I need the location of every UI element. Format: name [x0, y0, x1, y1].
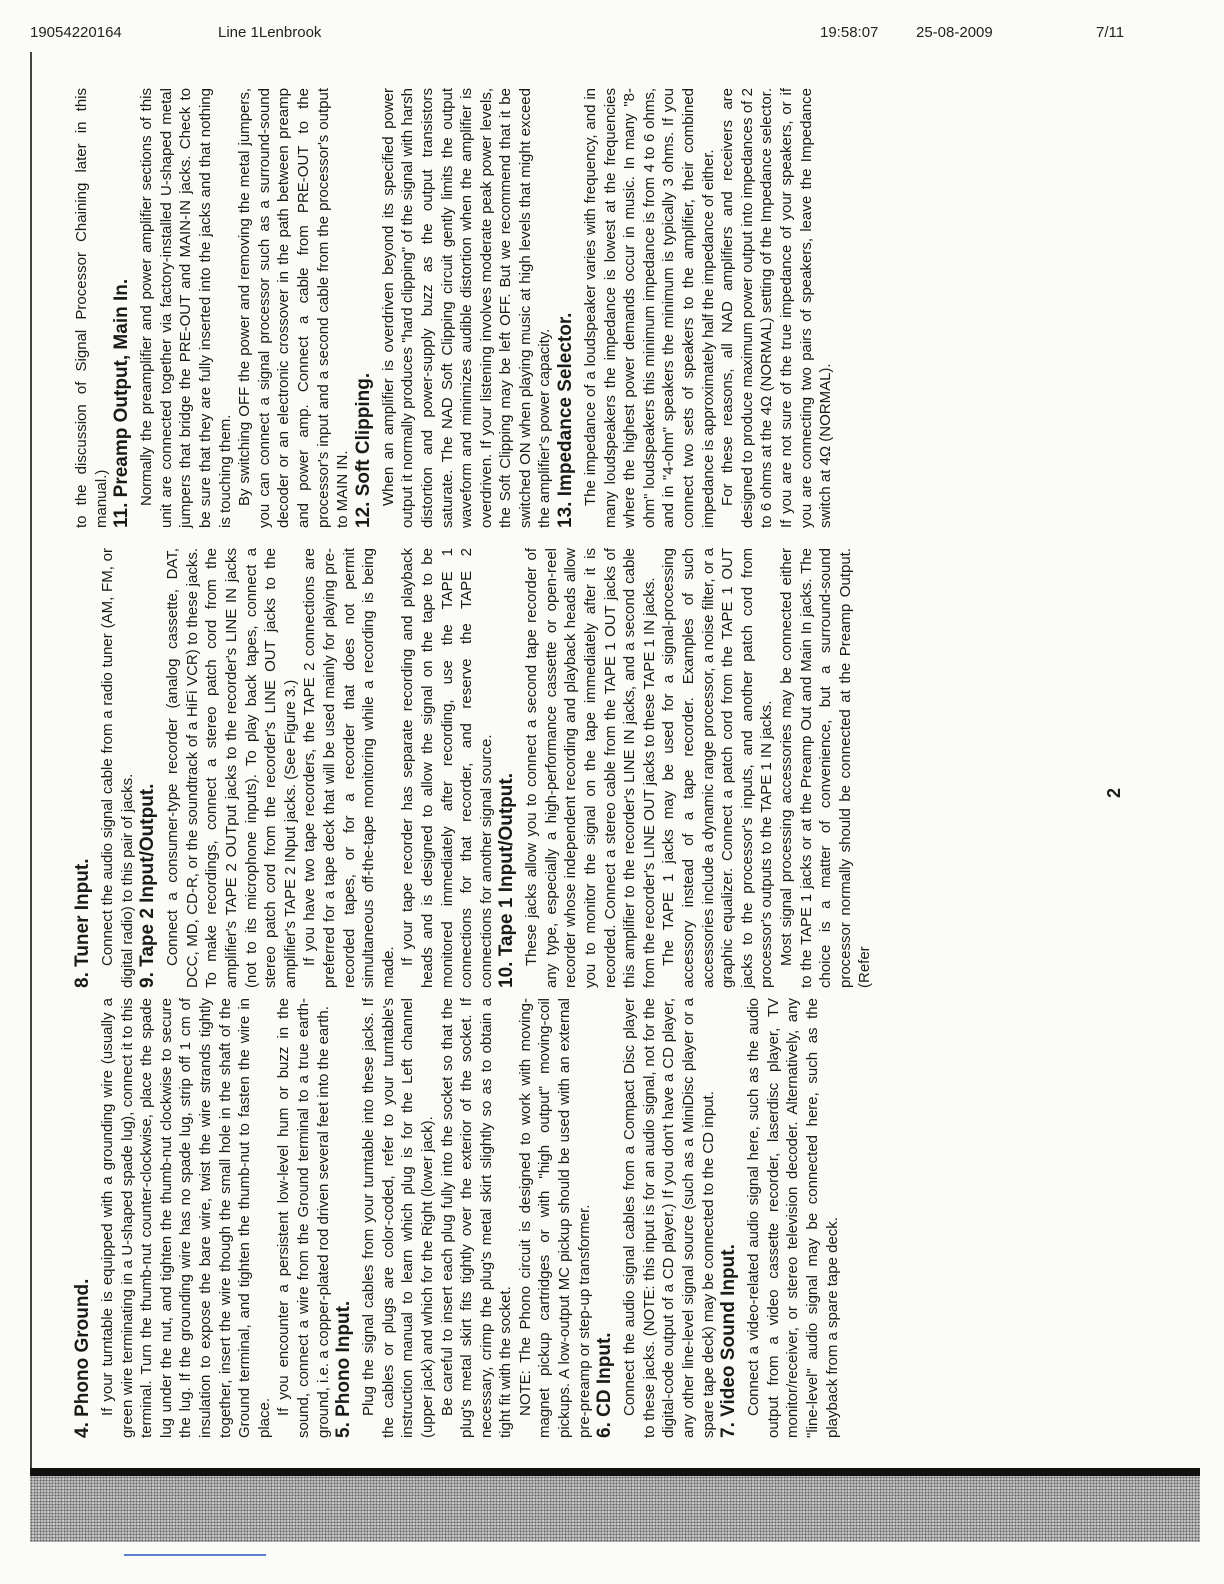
fax-page: 7/11	[1096, 24, 1125, 41]
section-paragraph: Connect the audio signal cable from a radio tuner (AM, FM, or digital radio) to this pair of jacks.	[99, 548, 136, 988]
section-heading: 7. Video Sound Input.	[718, 1244, 740, 1438]
section-paragraph: If you have two tape recorders, the TAPE 2 connections are preferred for a tape deck that will be used mainly for playing pre-recorded tapes, or for a recorder that does not permit simultaneous off-the-tape monitoring while a recording is being made.	[301, 548, 397, 988]
section-heading: 4. Phono Ground.	[72, 1278, 93, 1438]
scan-edge	[30, 52, 32, 1472]
section-paragraph: These jacks allow you to connect a second tape recorder of any type, especially a high-performance cassette or open-reel recorder whose independent recording and playback heads allow you to monitor the signal on the tape immediately after it is recorded. Connect a stereo cable from the TAPE 1 OUT jacks of this amplifier to the recorder's LINE IN jacks, and a second cable from the recorder's LINE OUT jacks to these TAPE 1 IN jacks.	[523, 548, 658, 988]
section-paragraph: For these reasons, all NAD amplifiers and receivers are designed to produce maximum power output into impedances of 2 to 6 ohms at the 4Ω (NORMAL) setting of the Impedance selector. If you are not sure of the true impedance of your speakers, or if you are connecting two pairs of speakers, leave the Impedance switch at 4Ω (NORMAL).	[719, 88, 835, 528]
scan-border	[30, 1468, 1200, 1476]
manual-section	[718, 998, 842, 1438]
section-paragraph: Connect a video-related audio signal here, such as the audio output from a video cassette recorder, laserdisc player, TV monitor/receiver, or stereo television decoder. Alternatively, any "line-level" audio signal may be connected here, such as the playback from a spare tape deck.	[745, 998, 841, 1438]
section-paragraph: Most signal processing accessories may be connected either to the TAPE 1 jacks or at the Preamp Out and Main In jacks. The choice is a matter of convenience, but a surround-sound processor normally should be connected at the Preamp Output. (Refer	[778, 548, 874, 988]
section-heading: 6. CD Input.	[594, 1332, 616, 1438]
section-paragraph: The TAPE 1 jacks may be used for a signal-processing accessory instead of a tape recorder. Examples of such accessories include a dynamic range processor, a noise filter, or a graphic equalizer. Connect a patch cord from the TAPE 1 OUT jacks to the processor's inputs, and another patch cord from processor's outputs to the TAPE 1 IN jacks.	[660, 548, 776, 988]
fax-date: 25-08-2009	[916, 24, 993, 41]
section-paragraph: NOTE: The Phono circuit is designed to work with moving-magnet pickup cartridges or with "high output" moving-coil pickups. A low-output MC pickup should be used with an external pre-preamp or step-up transformer.	[516, 998, 593, 1438]
section-paragraph: Connect a consumer-type recorder (analog cassette, DAT, DCC, MD, CD-R, or the soundtrack of a HiFi VCR) to these jacks. To make recordings, connect a stereo patch cord from the amplifier's TAPE 2 OUTput jacks to the recorder's LINE IN jacks (not to its microphone inputs). To play back tapes, connect a stereo patch cord from the recorder's LINE OUT jacks to the amplifier's TAPE 2 INput jacks. (See Figure 3.)	[164, 548, 299, 988]
manual-section	[72, 548, 137, 988]
section-paragraph: The impedance of a loudspeaker varies with frequency, and in many loudspeakers the impedance is lowest at the frequencies where the highest power demands occur in music. In many "8-ohm" loudspeakers this minimum impedance is from 4 to 6 ohms, and in "4-ohm" speakers the minimum is typically 3 ohms. If you connect two sets of speakers to the amplifier, their combined impedance is approximately half the impedance of either.	[582, 88, 717, 528]
section-paragraph: By switching OFF the power and removing the metal jumpers, you can connect a signal processor such as a surround-sound decoder or an electronic crossover in the path between preamp and power amp. Connect a cable from PRE-OUT to the processor's input and a second cable from the processor's output to MAIN IN.	[236, 88, 352, 528]
manual-section	[594, 998, 718, 1438]
section-paragraph: Be careful to insert each plug fully into the socket so that the plug's metal skirt fits tightly over the exterior of the socket. If necessary, crimp the plug's metal skirt slightly so as to obtain a tight fit with the socket.	[438, 998, 515, 1438]
fax-number: 19054220164	[30, 24, 122, 41]
column-3	[72, 88, 836, 528]
section-paragraph: Plug the signal cables from your turntable into these jacks. If the cables or plugs are color-coded, refer to your turntable's instruction manual to learn which plug is for the Left channel (upper jack) and which for the Right (lower jack).	[360, 998, 436, 1438]
manual-section	[137, 548, 496, 988]
column-2	[72, 548, 875, 988]
manual-section	[111, 88, 353, 528]
section-paragraph: If you encounter a persistent low-level hum or buzz in the sound, connect a wire from the Ground terminal to a true earth-ground, i.e. a copper-plated rod driven several feet into the earth.	[275, 998, 332, 1438]
column-1	[72, 998, 842, 1438]
scan-noise-band	[30, 1476, 1200, 1542]
manual-section	[72, 998, 333, 1438]
fax-line: Line 1Lenbrook	[218, 24, 322, 41]
fax-header	[30, 24, 1200, 48]
scan-artifact-line	[124, 1554, 266, 1556]
section-heading: 5. Phono Input.	[333, 1300, 355, 1438]
section-heading: 12. Soft Clipping.	[352, 372, 374, 528]
manual-section	[353, 88, 555, 528]
fax-time: 19:58:07	[820, 24, 879, 41]
section-paragraph: When an amplifier is overdriven beyond its specified power output it normally produces "hard clipping" of the signal with harsh distortion and power-supply buzz as the output transistors saturate. The NAD Soft Clipping circuit gently limits the output waveform and minimizes audible distortion when the amplifier is overdriven. If your listening involves moderate peak power levels, the Soft Clipping may be left OFF. But we recommend that it be switched ON when playing music at high levels that might exceed the amplifier's power capacity.	[379, 88, 554, 528]
manual-section	[555, 88, 836, 528]
manual-section	[496, 548, 875, 988]
section-paragraph: Connect the audio signal cables from a Compact Disc player to these jacks. (NOTE: this input is for an audio signal, not for the digital-code output of a CD player.) If you don't have a CD player, any other line-level signal source (such as a MiniDisc player or a spare tape deck) may be connected to the CD input.	[621, 998, 717, 1438]
section-paragraph: If your tape recorder has separate recording and playback heads and is designed to allow the signal on the tape to be monitored immediately after recording, use the TAPE 1 connections for that recorder, and reserve the TAPE 2 connections for another signal source.	[399, 548, 495, 988]
manual-section	[72, 88, 111, 528]
section-heading: 10. Tape 1 Input/Output.	[496, 773, 518, 988]
page-number: 2	[1104, 787, 1124, 798]
section-heading: 13. Impedance Selector.	[555, 312, 577, 528]
section-heading: 8. Tuner Input.	[72, 858, 93, 988]
section-paragraph: Normally the preamplifier and power amplifier sections of this unit are connected together via factory-installed U-shaped metal jumpers that bridge the PRE-OUT and MAIN-IN jacks. Check to be sure that they are fully inserted into the jacks and that nothing is touching them.	[138, 88, 234, 528]
section-paragraph: to the discussion of Signal Processor Chaining later in this manual.)	[73, 88, 110, 528]
section-heading: 11. Preamp Output, Main In.	[111, 278, 133, 528]
rotated-page	[72, 58, 1132, 1458]
manual-section	[333, 998, 594, 1438]
section-paragraph: If your turntable is equipped with a grounding wire (usually a green wire terminating in a U-shaped spade lug), connect it to this terminal. Turn the thumb-nut counter-clockwise, place the spade lug under the nut, and tighten the thumb-nut clockwise to secure the lug. If the grounding wire has no spade lug, strip off 1 cm of insulation to expose the bare wire, twist the wire strands tightly together, insert the wire though the small hole in the shaft of the Ground terminal, and tighten the thumb-nut to fasten the wire in place.	[99, 998, 273, 1438]
section-heading: 9. Tape 2 Input/Output.	[137, 783, 159, 988]
